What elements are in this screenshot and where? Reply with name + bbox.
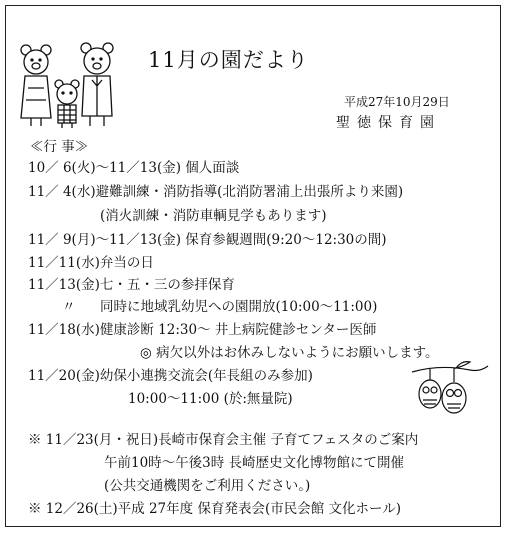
ditto-mark: 〃 xyxy=(62,299,76,315)
event-line: 11／ 4(水)避難訓練・消防指導(北消防署浦上出張所より来園) xyxy=(28,184,404,200)
event-line: 11／11(水)弁当の日 xyxy=(28,255,154,271)
owls-on-branch-illustration xyxy=(410,360,490,418)
events-heading: ≪行 事≫ xyxy=(30,139,89,155)
issue-date: 平成27年10月29日 xyxy=(344,95,450,109)
event-line: 11／ 9(月)～11／13(金) 保育参観週間(9:20～12:30の間) xyxy=(28,232,387,248)
school-name: 聖徳保育園 xyxy=(336,115,441,131)
notice-note: (公共交通機関をご利用ください。) xyxy=(104,478,311,494)
event-line: 11／18(水)健康診断 12:30～ 井上病院健診センター医師 xyxy=(28,322,377,338)
bear-family-illustration xyxy=(16,38,116,130)
event-note: 10:00～11:00 (於:無量院) xyxy=(128,391,293,407)
newsletter-title: 11月の園だより xyxy=(148,48,309,72)
event-line: 11／20(金)幼保小連携交流会(年長組のみ参加) xyxy=(28,368,313,384)
notice-line: ※ 11／23(月・祝日)長崎市保育会主催 子育てフェスタのご案内 xyxy=(28,432,419,448)
event-note: (消火訓練・消防車輌見学もあります) xyxy=(100,208,327,224)
notice-line: ※ 12／26(土)平成 27年度 保育発表会(市民会館 文化ホール) xyxy=(28,501,401,517)
event-note: 同時に地域乳幼児への園開放(10:00～11:00) xyxy=(100,299,378,315)
event-line: 10／ 6(火)～11／13(金) 個人面談 xyxy=(28,160,240,176)
notice-note: 午前10時～午後3時 長崎歴史文化博物館にて開催 xyxy=(104,455,405,471)
event-note: ◎ 病欠以外はお休みしないようにお願いします。 xyxy=(140,345,439,361)
event-line: 11／13(金)七・五・三の参拝保育 xyxy=(28,277,235,293)
